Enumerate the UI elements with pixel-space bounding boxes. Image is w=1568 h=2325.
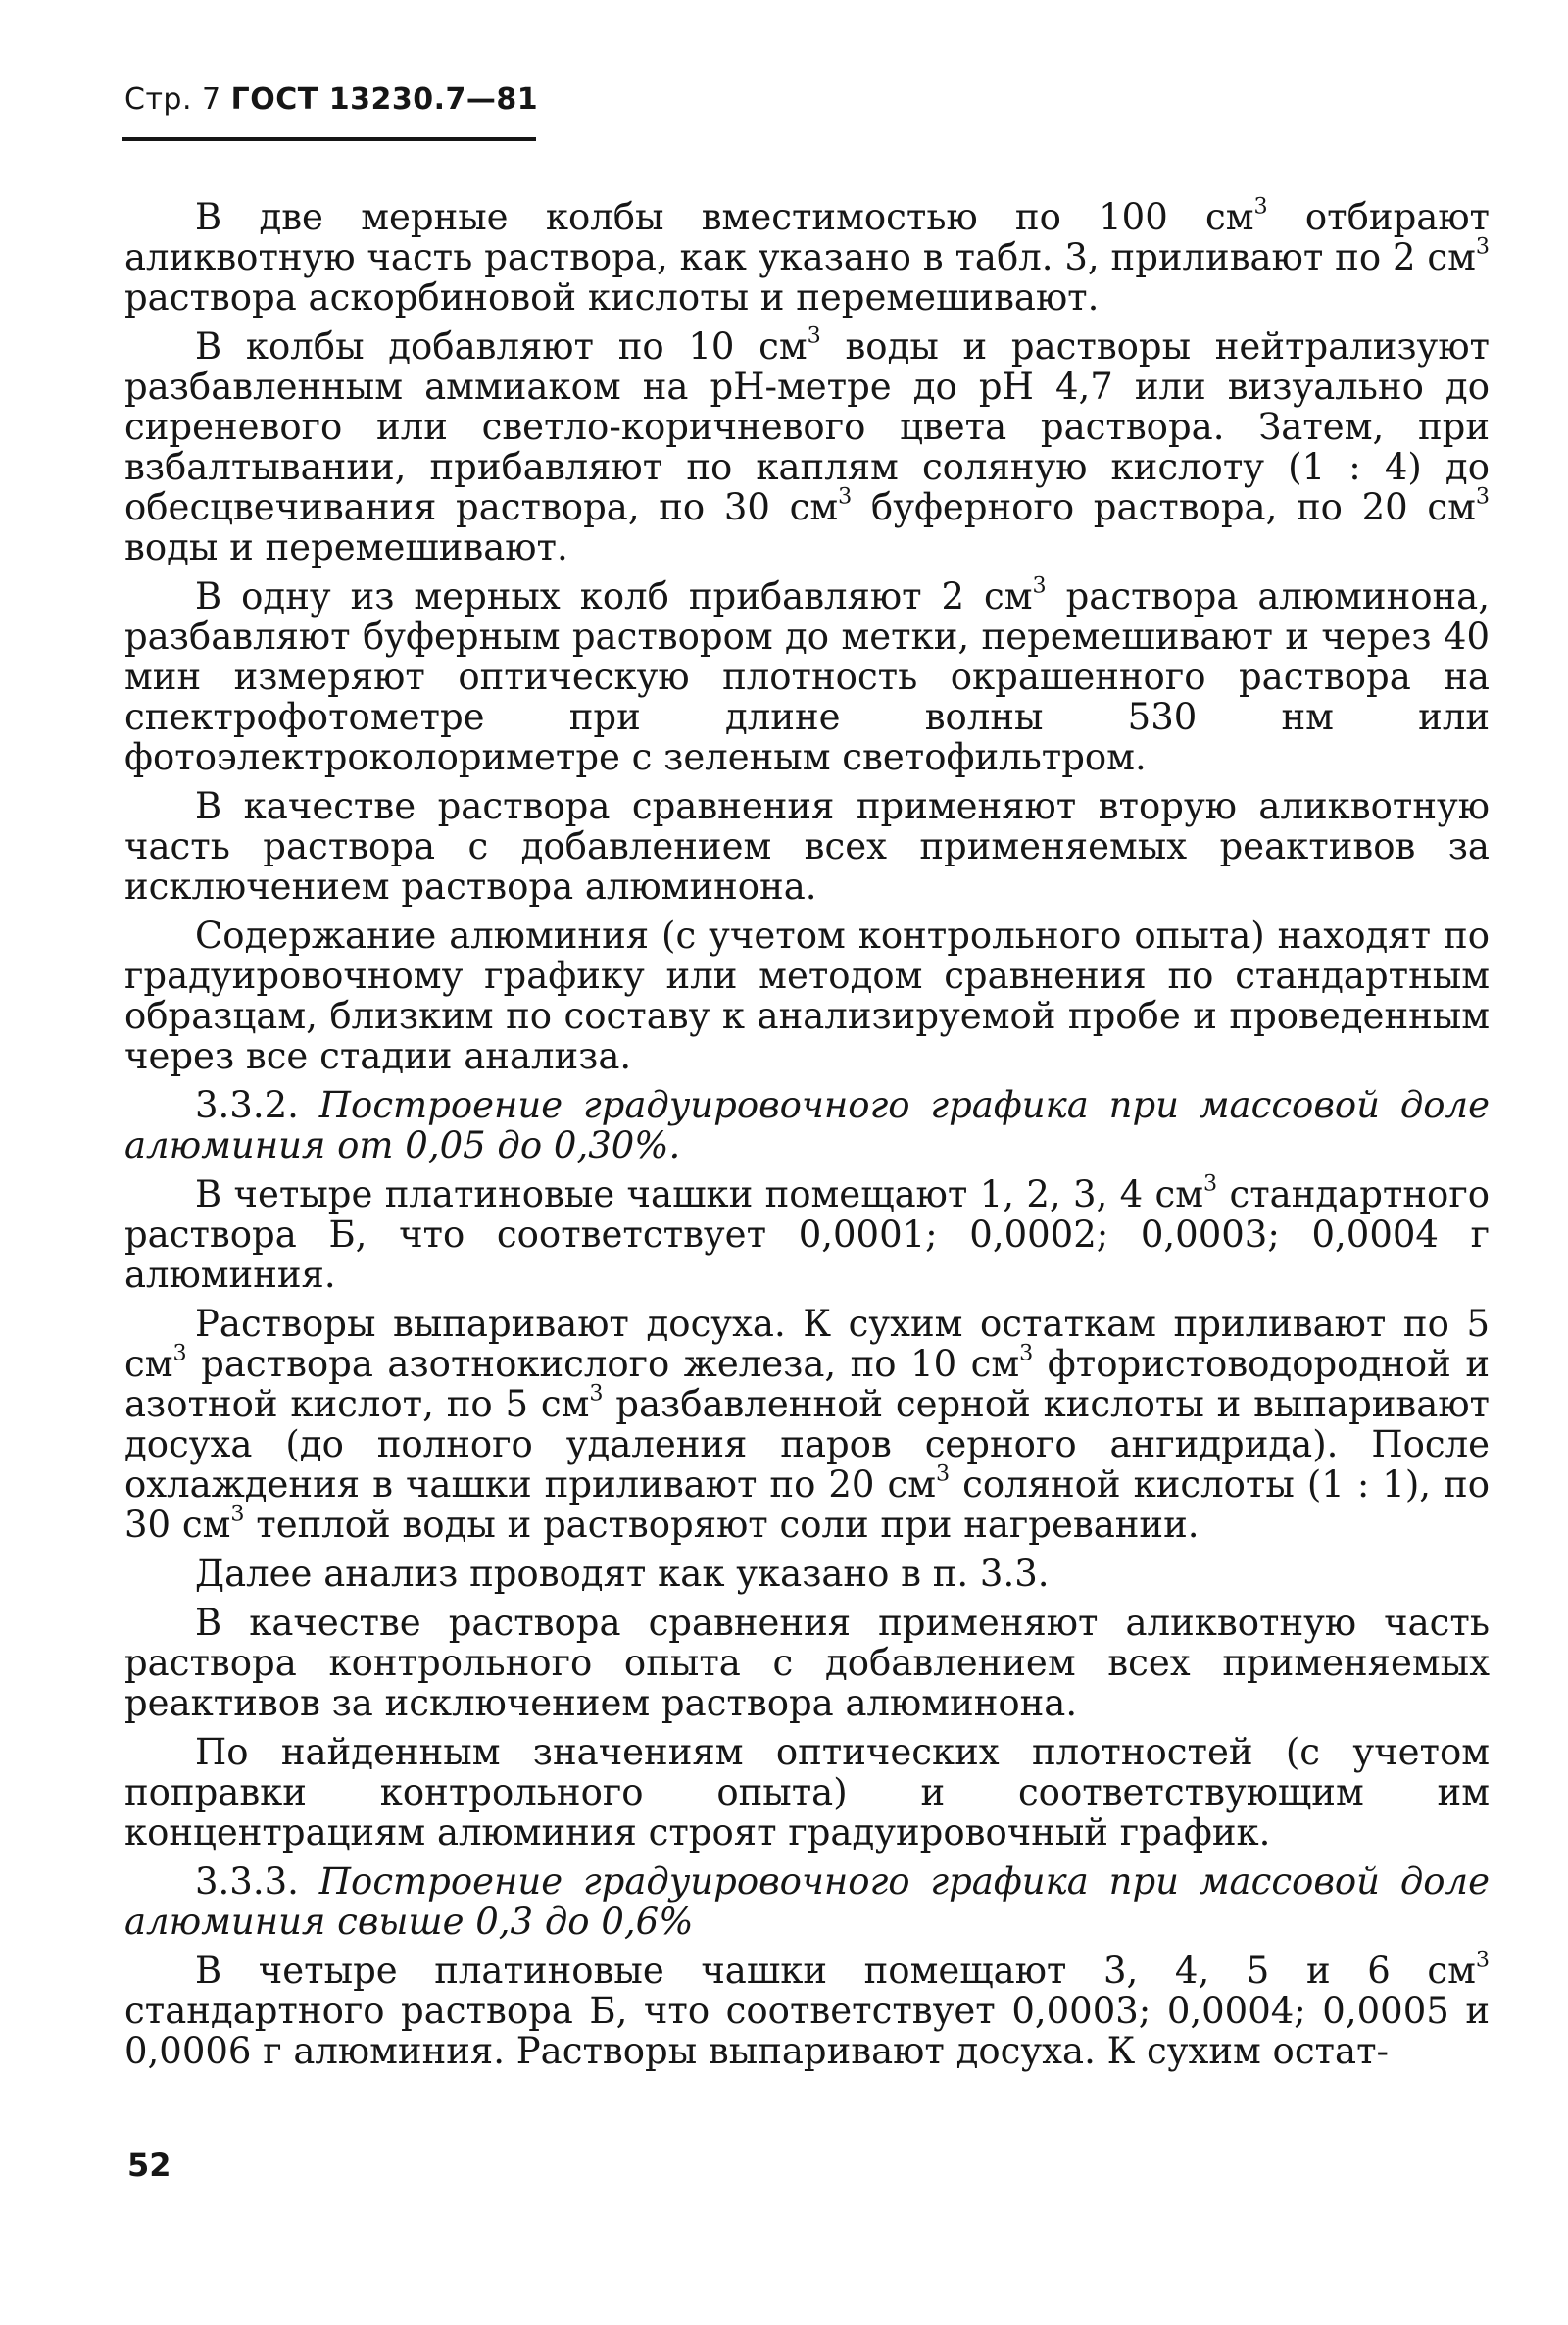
page-header [124,82,538,117]
section-title: Построение градуировочного графика при массовой доле алюминия свыше 0,3 до 0,6% [124,1860,1491,1943]
paragraph: В качестве раствора сравнения применяют вторую аликвотную часть раствора с добавлением всех применяемых реактивов за исключением раствора алюминона. [124,785,1490,908]
paragraph: Растворы выпаривают досуха. К сухим остаткам приливают по 5 $см^3$ раствора азотнокислого железа, по 10 $см^3$ фтористоводородной и азотной кислот, по 5 $см^3$ разбавленной серной кислоты и выпаривают досуха (до полного удаления паров серного ангидрида). После охлаждения в чашки приливают по 20 $см^3$ соляной кислоты (1 : 1), по 30 $см^3$ теплой воды и растворяют соли при нагревании. [124,1303,1490,1546]
paragraph: В качестве раствора сравнения применяют аликвотную часть раствора контрольного опыта с добавлением всех применяемых реактивов за исключением раствора алюминона. [124,1602,1490,1724]
document-body [124,193,1491,2080]
page-number: 52 [127,2147,172,2184]
header-rule [122,137,536,141]
paragraph: По найденным значениям оптических плотностей (с учетом поправки контрольного опыта) и соответствующим им концентрациям алюминия строят градуировочный график. [124,1731,1490,1854]
paragraph: В четыре платиновые чашки помещают 3, 4, 5 и 6 $см^3$ стандартного раствора Б, что соответствует 0,0003; 0,0004; 0,0005 и 0,0006 г алюминия. Растворы выпаривают досуха. К сухим остат- [124,1947,1490,2072]
section-heading-3-3-3 [124,1861,1490,1942]
paragraph: В одну из мерных колб прибавляют 2 $см^3$ раствора алюминона, разбавляют буферным раствором до метки, перемешивают и через 40 мин измеряют оптическую плотность окрашенного раствора на спектрофотометре при длине волны 530 нм или фотоэлектроколориметре с зеленым светофильтром. [124,572,1491,778]
section-number: 3.3.3. [195,1860,299,1903]
paragraph: Далее анализ проводят как указано в п. 3.3. [195,1553,1050,1595]
section-heading-3-3-2 [124,1085,1490,1165]
paragraph: В четыре платиновые чашки помещают 1, 2, 3, 4 $см^3$ стандартного раствора Б, что соответствует 0,0001; 0,0002; 0,0003; 0,0004 г алюминия. [124,1170,1490,1296]
section-number: 3.3.2. [195,1084,299,1126]
page-label: Стр. 7 [124,82,221,117]
section-title: Построение градуировочного графика при массовой доле алюминия от 0,05 до 0,30%. [124,1084,1491,1166]
paragraph: В две мерные колбы вместимостью по 100 $см^3$ отбирают аликвотную часть раствора, как указано в табл. 3, приливают по 2 $см^3$ раствора аскорбиновой кислоты и перемешивают. [124,193,1491,319]
standard-designation: ГОСТ 13230.7—81 [230,82,539,117]
paragraph: Содержание алюминия (с учетом контрольного опыта) находят по градуировочному графику или методом сравнения по стандартным образцам, близким по составу к анализируемой пробе и проведенным через все стадии анализа. [124,915,1490,1077]
paragraph: В колбы добавляют по 10 $см^3$ воды и растворы нейтрализуют разбавленным аммиаком на рН-метре до рН 4,7 или визуально до сиреневого или светло-коричневого цвета раствора. Затем, при взбалтывании, прибавляют по каплям соляную кислоту (1 : 4) до обесцвечивания раствора, по 30 $см^3$ буферного раствора, по 20 $см^3$ воды и перемешивают. [124,322,1490,569]
